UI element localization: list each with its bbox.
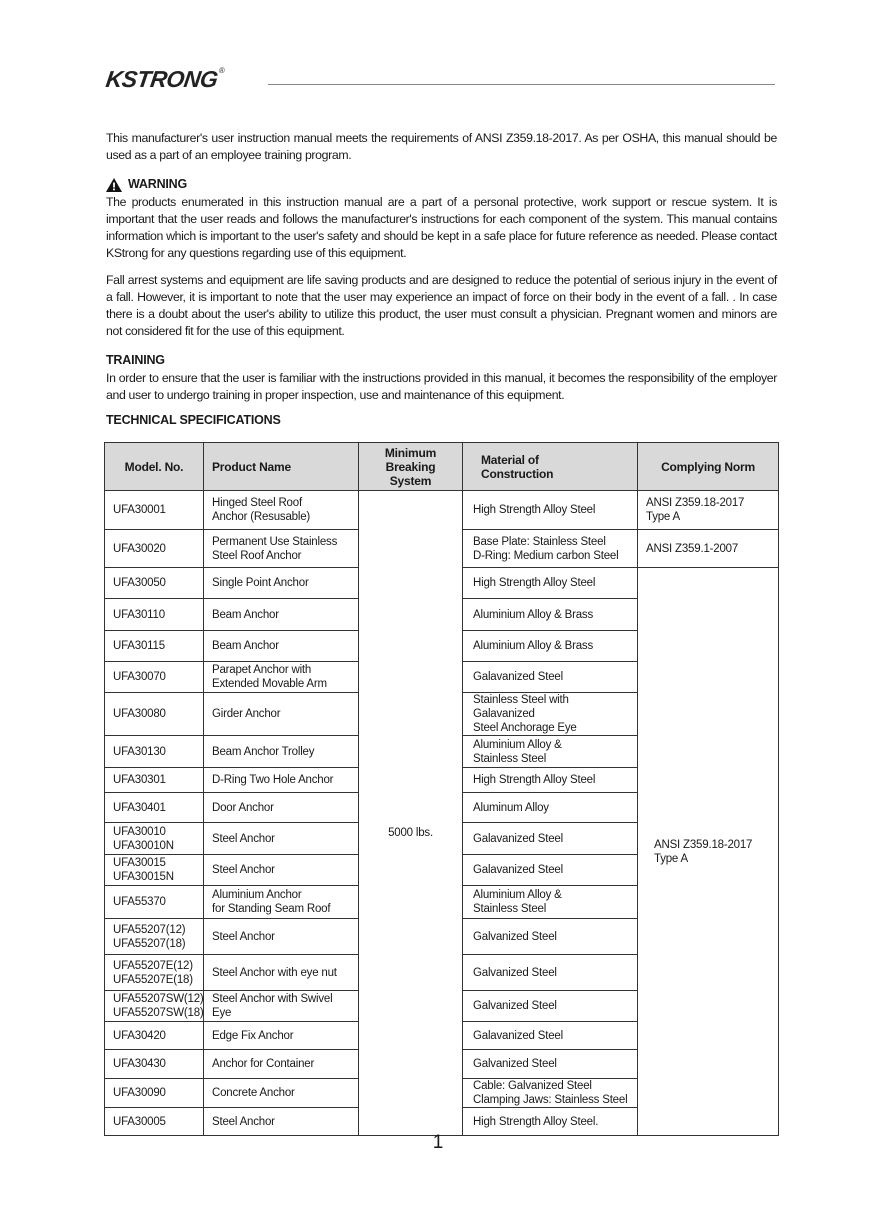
breaking-strength-cell: 5000 lbs. — [359, 491, 463, 1136]
product-name-cell: Girder Anchor — [204, 693, 359, 736]
material-cell: Galavanized Steel — [463, 1022, 638, 1050]
material-cell: Aluminium Alloy & Stainless Steel — [463, 736, 638, 768]
material-cell: Galavanized Steel — [463, 662, 638, 693]
specs-heading: TECHNICAL SPECIFICATIONS — [106, 413, 281, 427]
model-cell: UFA30050 — [105, 568, 204, 599]
warning-paragraph: The products enumerated in this instruction manual are a part of a personal protective, work support or rescue system. It is important that the user reads and follows the manufacturer's instructions for each component of the system. This manual contains information which is important to the user's safety and should be kept in a safe place for future reference as needed. Please contact KStrong for any questions regarding use of this equipment. — [106, 195, 777, 260]
model-cell: UFA30301 — [105, 768, 204, 793]
product-name-cell: Steel Anchor — [204, 919, 359, 955]
kstrong-logo — [104, 66, 225, 93]
norm-cell: ANSI Z359.1-2007 — [638, 530, 779, 568]
warning-paragraph: Fall arrest systems and equipment are life saving products and are designed to reduce the potential of serious injury in the event of a fall. However, it is important to note that the user may experience an impact of force on their body in the event of a fall. . In case there is a doubt about the user's ability to utilize this product, the user must consult a physician. Pregnant women and minors are not considered fit for the use of this equipment. — [106, 273, 777, 338]
product-name-cell: Steel Anchor — [204, 823, 359, 855]
warning-triangle-icon — [106, 178, 122, 192]
material-cell: Galvanized Steel — [463, 955, 638, 991]
material-cell: High Strength Alloy Steel. — [463, 1108, 638, 1136]
material-cell: Galavanized Steel — [463, 855, 638, 886]
model-cell: UFA30401 — [105, 793, 204, 823]
material-cell: Galvanized Steel — [463, 919, 638, 955]
material-cell: Aluminium Alloy & Brass — [463, 631, 638, 662]
product-name-cell: Beam Anchor Trolley — [204, 736, 359, 768]
product-name-cell: Steel Anchor with Swivel Eye — [204, 991, 359, 1022]
material-cell: Galavanized Steel — [463, 823, 638, 855]
model-cell: UFA30420 — [105, 1022, 204, 1050]
material-cell: Galvanized Steel — [463, 1050, 638, 1079]
header-rule — [268, 84, 775, 85]
model-cell: UFA30430 — [105, 1050, 204, 1079]
specs-table — [104, 442, 779, 1136]
col-header-breaking: Minimum Breaking System — [359, 443, 463, 491]
product-name-cell: Single Point Anchor — [204, 568, 359, 599]
product-name-cell: Edge Fix Anchor — [204, 1022, 359, 1050]
logo-text: KSTRONG — [104, 66, 220, 92]
product-name-cell: Hinged Steel Roof Anchor (Resusable) — [204, 491, 359, 530]
intro-paragraph: This manufacturer's user instruction manual meets the requirements of ANSI Z359.18-2017. As per OSHA, this manual should be used as a part of an employee training program. — [106, 131, 777, 162]
training-paragraph: In order to ensure that the user is familiar with the instructions provided in this manual, it becomes the responsibility of the employer and user to undergo training in proper inspection, use and maintenance of this equipment. — [106, 371, 777, 402]
product-name-cell: Steel Anchor — [204, 855, 359, 886]
model-cell: UFA30115 — [105, 631, 204, 662]
product-name-cell: Steel Anchor — [204, 1108, 359, 1136]
page-number: 1 — [432, 1132, 444, 1153]
model-cell: UFA30070 — [105, 662, 204, 693]
col-header-material: Material of Construction — [463, 443, 638, 491]
col-header-norm: Complying Norm — [638, 443, 779, 491]
warning-heading — [106, 176, 777, 193]
product-name-cell: Steel Anchor with eye nut — [204, 955, 359, 991]
product-name-cell: Aluminium Anchor for Standing Seam Roof — [204, 886, 359, 919]
model-cell: UFA30005 — [105, 1108, 204, 1136]
col-header-model: Model. No. — [105, 443, 204, 491]
product-name-cell: Concrete Anchor — [204, 1079, 359, 1108]
norm-cell: ANSI Z359.18-2017 Type A — [638, 491, 779, 530]
material-cell: Galvanized Steel — [463, 991, 638, 1022]
product-name-cell: Beam Anchor — [204, 599, 359, 631]
product-name-cell: Door Anchor — [204, 793, 359, 823]
product-name-cell: Anchor for Container — [204, 1050, 359, 1079]
material-cell: Aluminium Alloy & Brass — [463, 599, 638, 631]
model-cell: UFA30020 — [105, 530, 204, 568]
material-cell: Aluminum Alloy — [463, 793, 638, 823]
model-cell: UFA30001 — [105, 491, 204, 530]
model-cell: UFA55207E(12) UFA55207E(18) — [105, 955, 204, 991]
table-header-row — [105, 443, 779, 491]
material-cell: Cable: Galvanized Steel Clamping Jaws: Stainless Steel — [463, 1079, 638, 1108]
material-cell: High Strength Alloy Steel — [463, 491, 638, 530]
model-cell: UFA30080 — [105, 693, 204, 736]
document-body — [106, 130, 777, 430]
registered-mark: ® — [218, 66, 225, 75]
material-cell: High Strength Alloy Steel — [463, 768, 638, 793]
material-cell: Base Plate: Stainless Steel D-Ring: Medium carbon Steel — [463, 530, 638, 568]
warning-title: WARNING — [128, 177, 188, 191]
model-cell: UFA30010 UFA30010N — [105, 823, 204, 855]
norm-cell: ANSI Z359.18-2017 Type A — [638, 568, 779, 1136]
model-cell: UFA30130 — [105, 736, 204, 768]
training-heading: TRAINING — [106, 353, 165, 367]
model-cell: UFA30015 UFA30015N — [105, 855, 204, 886]
material-cell: Stainless Steel with Galavanized Steel Anchorage Eye — [463, 693, 638, 736]
product-name-cell: Beam Anchor — [204, 631, 359, 662]
model-cell: UFA55207(12) UFA55207(18) — [105, 919, 204, 955]
product-name-cell: D-Ring Two Hole Anchor — [204, 768, 359, 793]
model-cell: UFA55207SW(12) UFA55207SW(18) — [105, 991, 204, 1022]
model-cell: UFA30090 — [105, 1079, 204, 1108]
product-name-cell: Parapet Anchor with Extended Movable Arm — [204, 662, 359, 693]
col-header-product: Product Name — [204, 443, 359, 491]
material-cell: High Strength Alloy Steel — [463, 568, 638, 599]
product-name-cell: Permanent Use Stainless Steel Roof Anchor — [204, 530, 359, 568]
material-cell: Aluminium Alloy & Stainless Steel — [463, 886, 638, 919]
model-cell: UFA30110 — [105, 599, 204, 631]
model-cell: UFA55370 — [105, 886, 204, 919]
table-row — [105, 491, 779, 530]
